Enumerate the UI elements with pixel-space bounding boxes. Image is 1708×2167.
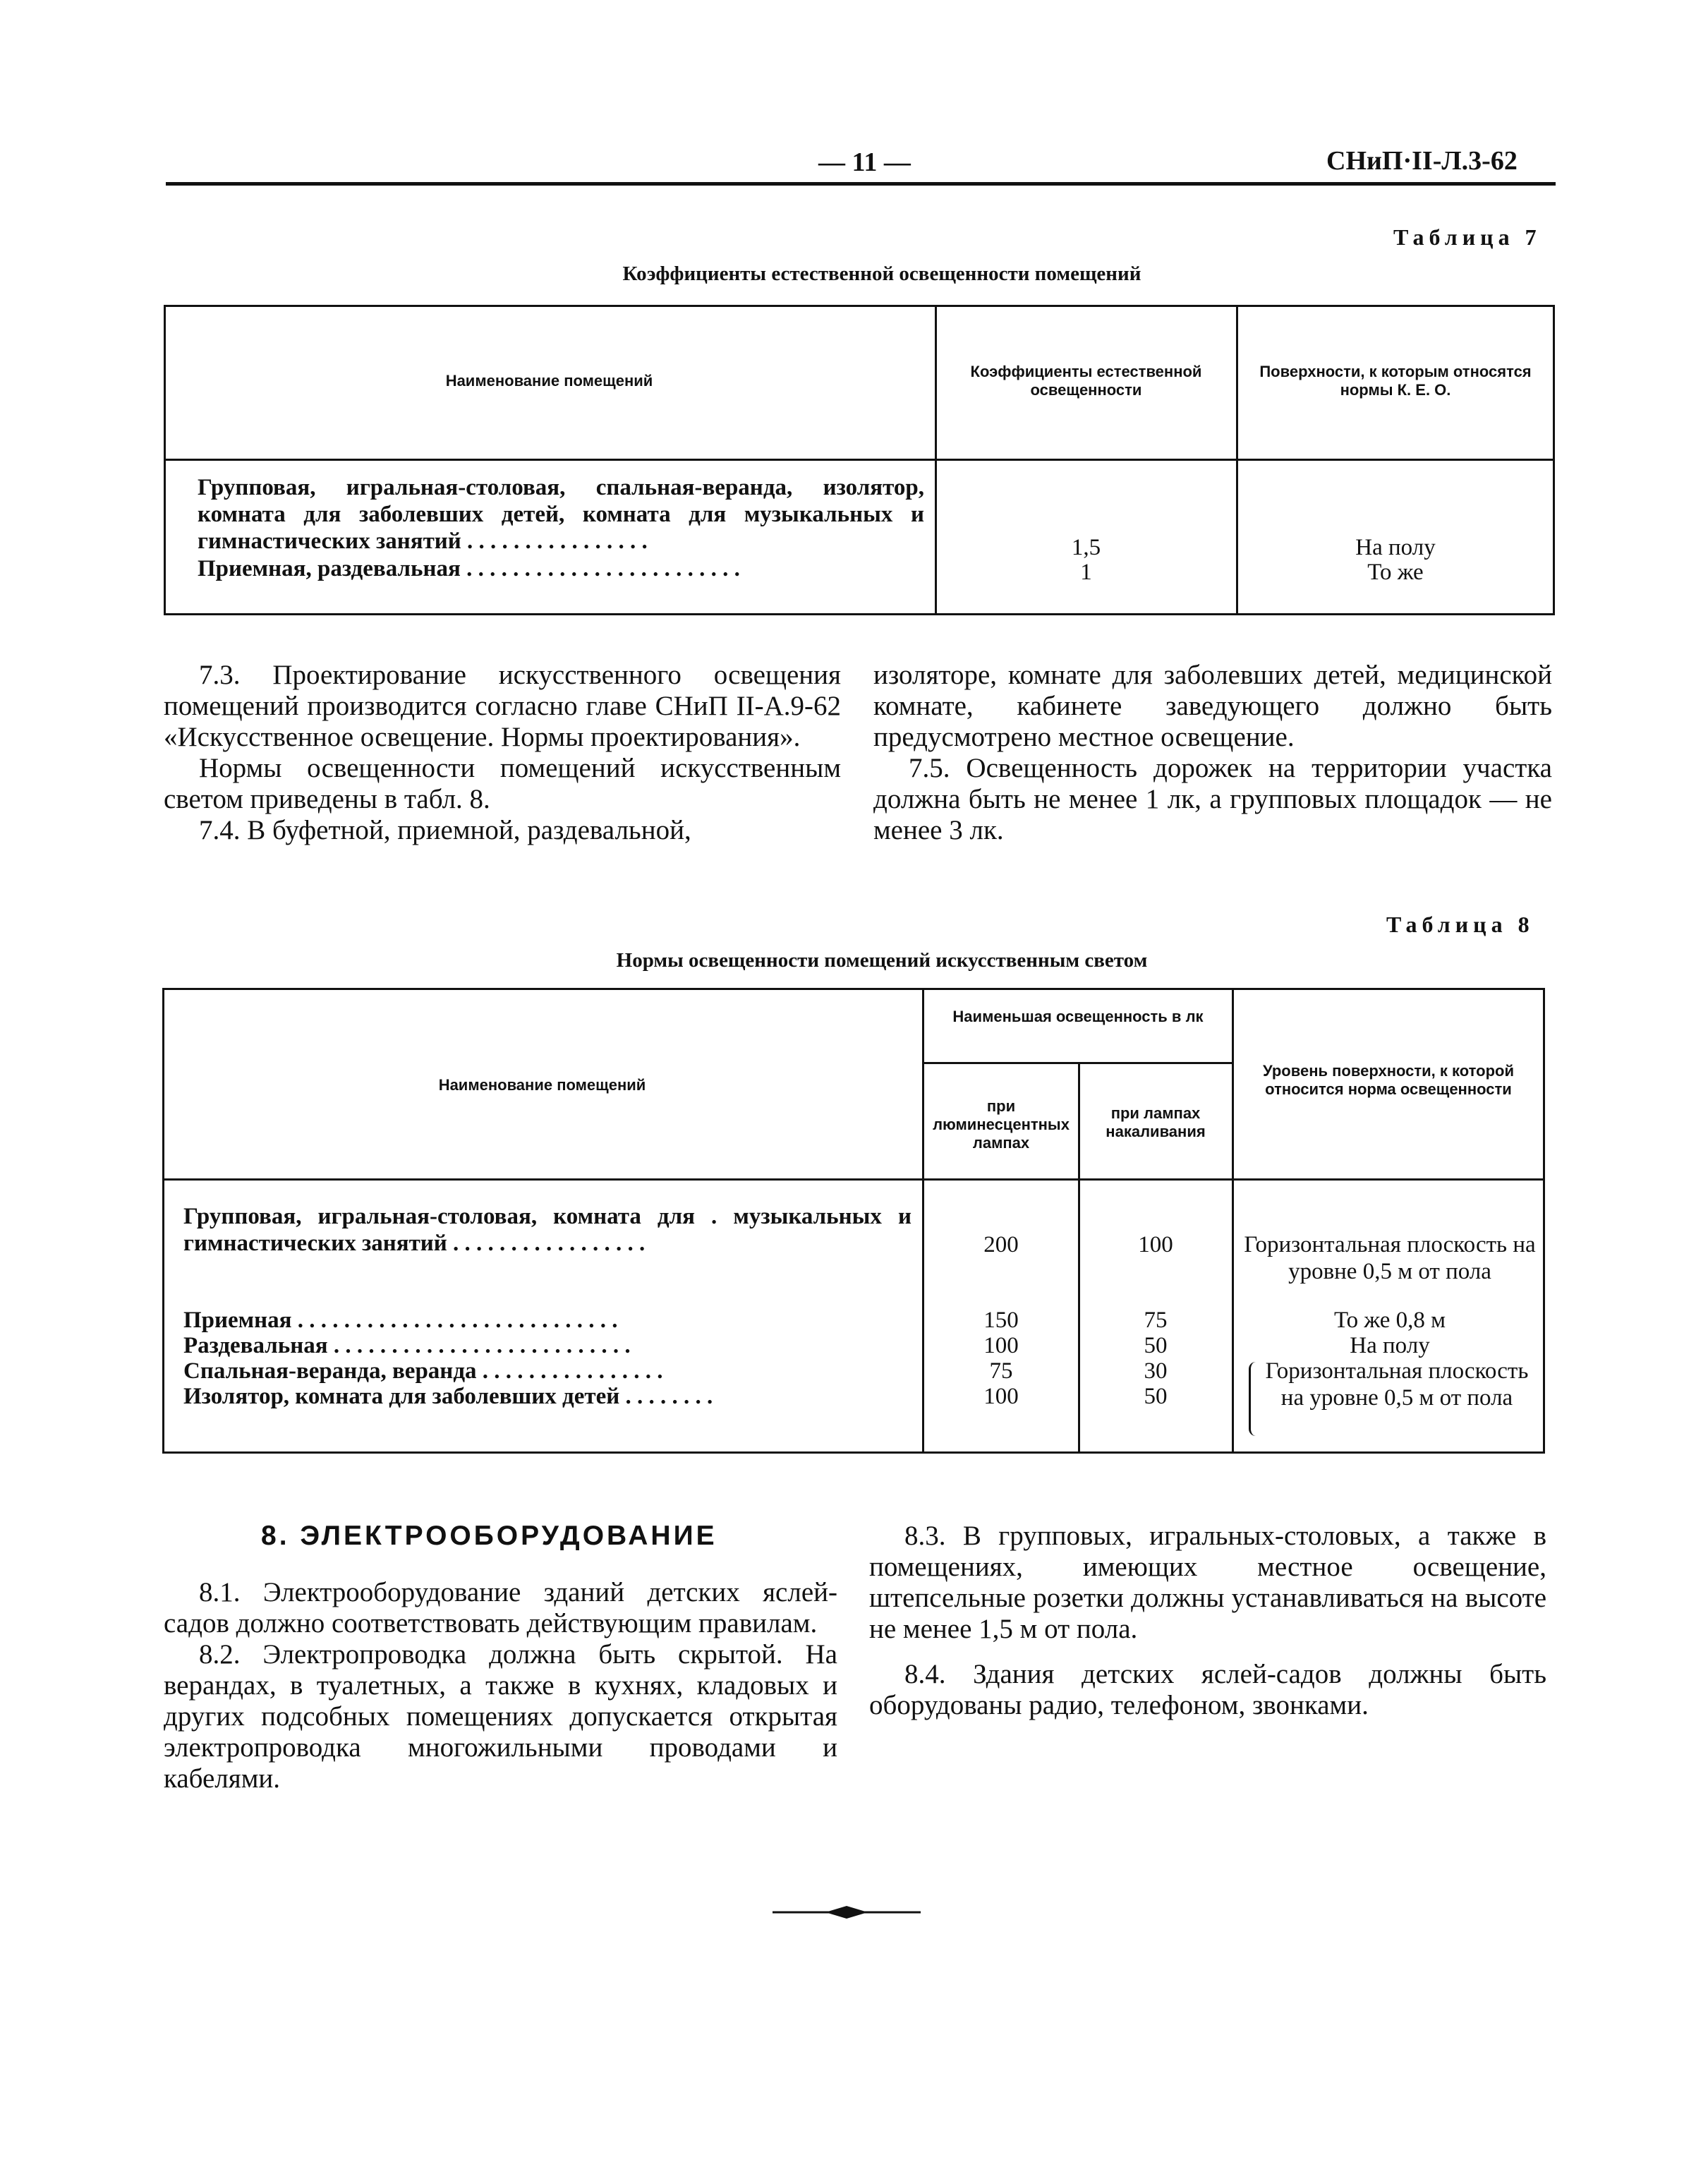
- table8-row-name: Приемная . . . . . . . . . . . . . . . . . . . . . . . . . . . .: [183, 1308, 618, 1333]
- table8-row-name: Групповая, игральная-столовая, комната для . музыкальных и гимнастических занятий . . . . . . . . . . . . . . . . .: [183, 1204, 911, 1256]
- table7-col-name: Наименование помещений: [445, 372, 653, 390]
- table8-left-border: [162, 988, 164, 1454]
- table8-row-inc: 100: [1138, 1232, 1173, 1257]
- text-column-right-1: [873, 660, 1552, 846]
- table8-row-inc: 50: [1144, 1384, 1168, 1409]
- table8-row-lum: 100: [983, 1384, 1019, 1409]
- table7-row-value: 1: [1080, 560, 1092, 585]
- table8-row-inc: 75: [1144, 1308, 1168, 1333]
- table7-header-rule: [164, 459, 1555, 461]
- table8-row-inc: 30: [1144, 1358, 1168, 1384]
- table8-row-level: Горизонтальная плоскость на уровне 0,5 м от пола: [1244, 1232, 1536, 1284]
- table8-col-name: Наименование помещений: [438, 1076, 646, 1094]
- paragraph: Нормы освещенности помещений искусственным светом приведены в табл. 8.: [164, 753, 841, 814]
- table7-col-coef: Коэффициенты естественной освещенности: [970, 363, 1202, 399]
- paragraph: изоляторе, комнате для заболевших детей, медицинской комнате, кабинете заведующего должно быть предусмотрено местное освещение.: [873, 660, 1552, 752]
- table8-col-level: Уровень поверхности, к которой относится норма освещенности: [1263, 1062, 1514, 1098]
- table8-row-lum: 200: [983, 1232, 1019, 1257]
- table8-row-lum: 150: [983, 1308, 1019, 1333]
- table8-row-inc: 50: [1144, 1333, 1168, 1358]
- paragraph: 7.5. Освещенность дорожек на территории участка должна быть не менее 1 лк, а групповых площадок — не менее 3 лк.: [873, 753, 1552, 845]
- table8-col-divider-1: [922, 988, 924, 1454]
- section8-right-column: [869, 1521, 1546, 1721]
- paragraph: 8.3. В групповых, игральных-столовых, а также в помещениях, имеющих местное освещение, штепсельные розетки должны устанавливаться на высоте не менее 1,5 м от пола.: [869, 1521, 1546, 1644]
- table7-row-value: 1,5: [1071, 535, 1101, 560]
- text-column-left-1: [164, 660, 841, 846]
- table8-row-name: Спальная-веранда, веранда . . . . . . . . . . . . . . . .: [183, 1358, 663, 1384]
- table8-label: Таблица 8: [1386, 912, 1534, 937]
- table8-row-level: То же 0,8 м: [1333, 1308, 1446, 1333]
- table7-row-name: Групповая, игральная-столовая, спальная-веранда, изолятор, комната для заболевших детей, комната для музыкальных и гимнастических занятий . . . . . . . . . . . . . . . .: [198, 475, 924, 554]
- table7-bottom-rule: [164, 613, 1555, 615]
- table8-bottom-rule: [162, 1451, 1545, 1454]
- brace: [1249, 1362, 1261, 1436]
- table8-row-level: На полу: [1350, 1333, 1430, 1358]
- table7-row-surface: На полу: [1355, 535, 1436, 560]
- section8-left-column: [164, 1577, 837, 1794]
- paragraph: 8.1. Электрооборудование зданий детских яслей-садов должно соответствовать действующим правилам.: [164, 1577, 837, 1638]
- table8-row-level: Горизонтальная плоскость на уровне 0,5 м от пола: [1265, 1358, 1529, 1411]
- table8-col-inc: при лампах накаливания: [1106, 1104, 1206, 1140]
- table7-row-name: Приемная, раздевальная . . . . . . . . . . . . . . . . . . . . . . . .: [198, 556, 740, 581]
- table8-row-lum: 100: [983, 1333, 1019, 1358]
- section-title: 8. ЭЛЕКТРООБОРУДОВАНИЕ: [261, 1521, 717, 1551]
- table7-top-rule: [164, 305, 1555, 307]
- table8: [162, 988, 1545, 1454]
- table8-col-divider-3: [1232, 988, 1234, 1454]
- document-code: СНиП·II-Л.3-62: [1326, 146, 1518, 176]
- table8-header-rule: [162, 1178, 1545, 1181]
- header-rule: [166, 182, 1556, 186]
- paragraph: 8.4. Здания детских яслей-садов должны быть оборудованы радио, телефоном, звонками.: [869, 1659, 1546, 1720]
- table7-label: Таблица 7: [1393, 224, 1542, 250]
- table8-title: Нормы освещенности помещений искусственным светом: [616, 949, 1148, 972]
- table8-row-name: Изолятор, комната для заболевших детей . . . . . . . .: [183, 1384, 713, 1409]
- table8-right-border: [1543, 988, 1545, 1454]
- table8-col-divider-2: [1078, 1062, 1080, 1454]
- end-ornament: [773, 1902, 921, 1923]
- paragraph: 8.2. Электропроводка должна быть скрытой. На верандах, в туалетных, а также в кухнях, кладовых и других подсобных помещениях допускается открытая электропроводка многожильными проводами и кабелями.: [164, 1639, 837, 1794]
- table7-title: Коэффициенты естественной освещенности помещений: [622, 262, 1141, 285]
- page-number: — 11 —: [818, 147, 911, 177]
- table7-col-surface: Поверхности, к которым относятся нормы К. Е. О.: [1259, 363, 1532, 399]
- table7-row-surface: То же: [1367, 560, 1424, 585]
- table8-top-rule: [162, 988, 1545, 990]
- table7: [164, 305, 1555, 615]
- table8-col-group: Наименьшая освещенность в лк: [952, 1008, 1204, 1025]
- table8-row-name: Раздевальная . . . . . . . . . . . . . . . . . . . . . . . . . .: [183, 1333, 631, 1358]
- table8-row-lum: 75: [989, 1358, 1013, 1384]
- table8-subheader-rule: [922, 1062, 1232, 1064]
- paragraph: 7.3. Проектирование искусственного освещения помещений производится согласно главе СНиП II-А.9-62 «Искусственное освещение. Нормы проектирования».: [164, 660, 841, 752]
- paragraph: 7.4. В буфетной, приемной, раздевальной,: [199, 815, 691, 845]
- table8-col-lum: при люминесцентных лампах: [933, 1097, 1070, 1152]
